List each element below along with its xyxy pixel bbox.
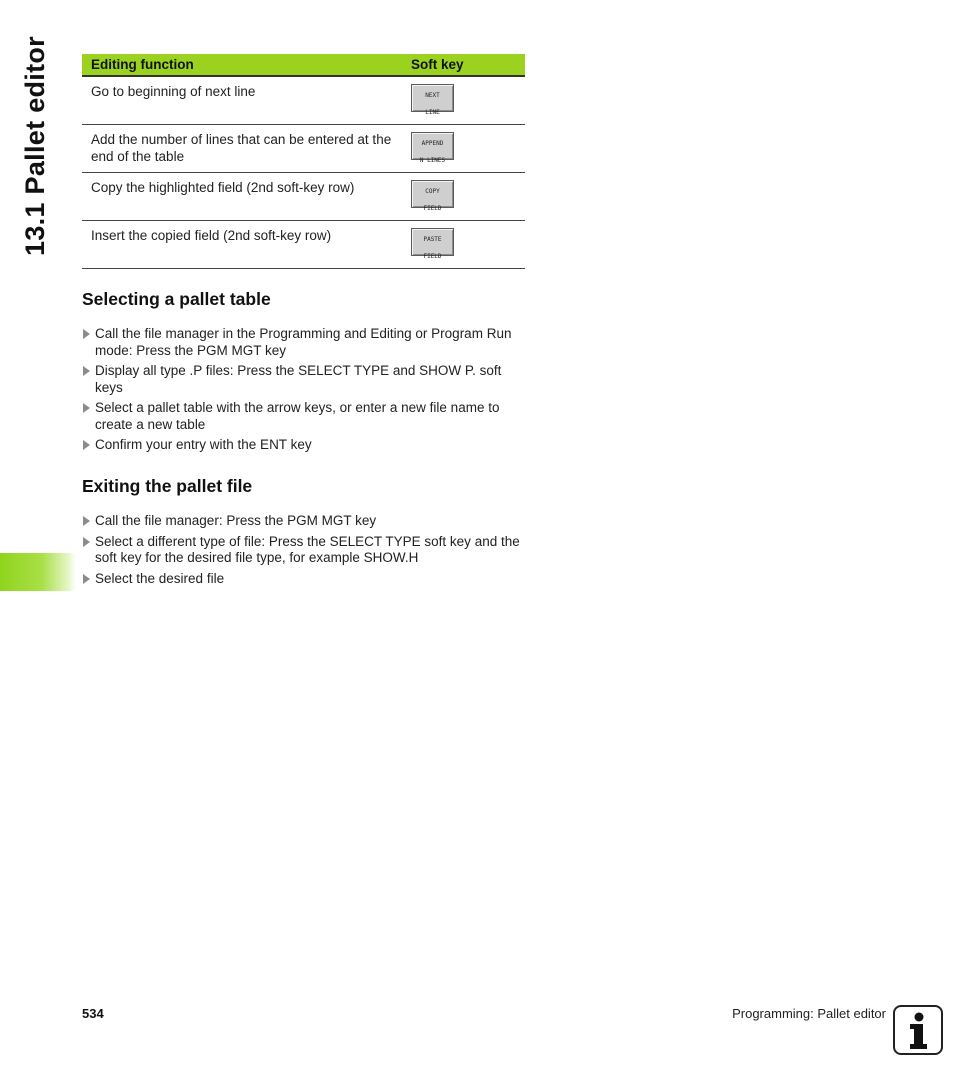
selecting-steps-list xyxy=(82,326,527,458)
arrow-bullet-icon xyxy=(83,329,90,339)
arrow-bullet-icon xyxy=(83,366,90,376)
function-description: Go to beginning of next line xyxy=(82,76,411,124)
softkey-label-line2: LINE xyxy=(425,109,440,116)
section-heading-selecting: Selecting a pallet table xyxy=(82,289,271,309)
list-item xyxy=(82,363,527,396)
list-item xyxy=(82,400,527,433)
step-text: Select a different type of file: Press the SELECT TYPE soft key and the soft key for the desired file type, for example SHOW.H xyxy=(95,533,520,565)
table-row xyxy=(82,172,525,220)
list-item xyxy=(82,513,527,530)
softkey-label-line1: PASTE xyxy=(423,235,442,243)
function-description: Copy the highlighted field (2nd soft-key row) xyxy=(82,172,411,220)
step-text: Confirm your entry with the ENT key xyxy=(95,437,312,452)
step-text: Call the file manager in the Programming and Editing or Program Run mode: Press the PGM MGT key xyxy=(95,326,512,358)
header-soft-key: Soft key xyxy=(411,54,525,76)
list-item xyxy=(82,326,527,359)
arrow-bullet-icon xyxy=(83,403,90,413)
softkey-label-line2: FIELD xyxy=(423,204,442,212)
arrow-bullet-icon xyxy=(83,574,90,584)
header-editing-function: Editing function xyxy=(82,54,411,76)
softkey-label-line1: APPEND xyxy=(421,139,444,147)
arrow-bullet-icon xyxy=(83,516,90,526)
list-item xyxy=(82,534,527,567)
chapter-side-title xyxy=(20,36,66,260)
table-header-row xyxy=(82,54,525,76)
chapter-title-text: 13.1 Pallet editor xyxy=(20,36,50,256)
softkey-label-line1: NEXT xyxy=(425,92,440,99)
step-text: Display all type .P files: Press the SELECT TYPE and SHOW P. soft keys xyxy=(95,363,502,395)
function-description: Add the number of lines that can be entered at the end of the table xyxy=(82,124,411,172)
list-item xyxy=(82,437,527,454)
step-text: Select the desired file xyxy=(95,570,225,586)
paste-field-softkey[interactable] xyxy=(411,228,454,260)
copy-field-softkey[interactable] xyxy=(411,180,454,212)
softkey-label-line1: COPY xyxy=(425,187,440,195)
function-description: Insert the copied field (2nd soft-key row) xyxy=(82,220,411,268)
arrow-bullet-icon xyxy=(83,537,90,547)
page-number: 534 xyxy=(82,1006,104,1021)
list-item xyxy=(82,571,527,588)
section-heading-exiting: Exiting the pallet file xyxy=(82,476,253,496)
next-line-softkey[interactable] xyxy=(411,84,454,116)
editing-functions-table xyxy=(82,54,525,269)
chapter-tab-marker xyxy=(0,553,76,591)
step-text: Call the file manager: Press the PGM MGT key xyxy=(95,513,377,528)
table-row xyxy=(82,124,525,172)
softkey-label-line2: N LINES xyxy=(419,156,446,164)
footer-title: Programming: Pallet editor xyxy=(732,1006,886,1021)
append-n-lines-softkey[interactable] xyxy=(411,132,454,164)
exiting-steps-list xyxy=(82,513,527,591)
info-icon xyxy=(893,1005,943,1055)
table-row xyxy=(82,220,525,268)
step-text: Select a pallet table with the arrow keys, or enter a new file name to create a new table xyxy=(95,400,500,432)
table-row xyxy=(82,76,525,124)
softkey-label-line2: FIELD xyxy=(423,252,442,260)
arrow-bullet-icon xyxy=(83,440,90,450)
